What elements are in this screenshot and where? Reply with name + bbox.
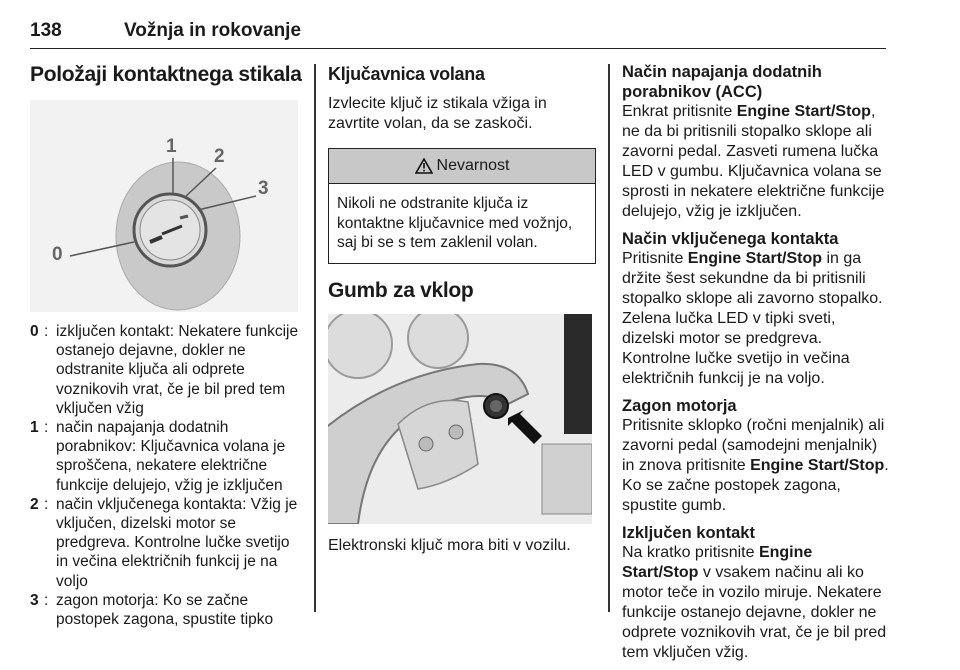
position-label-2: 2 xyxy=(214,146,225,167)
mode-description: Pritisnite Engine Start/Stop in ga držite šest sekundne da bi pritisnili stopalko sklope ali zavorno stopalko. Zelena lučka LED v tipki sveti, dizelski motor se predgreva. Kontrolne lučke svetijo in večina električnih funkcij je na voljo. xyxy=(622,250,883,387)
mode-title: Izključen kontakt xyxy=(622,524,755,542)
position-definition-list xyxy=(30,322,300,629)
page-header xyxy=(30,18,886,49)
column-ignition-positions xyxy=(30,62,300,629)
mode-block-ignition-off xyxy=(622,523,890,663)
definition-separator: : xyxy=(44,323,49,340)
mode-block-ignition-on xyxy=(622,229,890,389)
definition-text: način vključenega kontakta: Vžig je vključen, dizelski motor se predgreva. Kontrolne lučke svetijo in večina električnih funkcij je na voljo xyxy=(56,495,298,590)
definition-item xyxy=(30,495,300,591)
definition-item xyxy=(30,418,300,495)
danger-warning-box xyxy=(328,148,596,264)
warning-body: Nikoli ne odstranite ključa iz kontaktne ključavnice med vožnjo, saj bi se s tem zaklenil volan. xyxy=(337,195,573,251)
mode-description: Na kratko pritisnite Engine Start/Stop v vsakem načinu ali ko motor teče in vozilo miruje. Nekatere funkcije ostanejo dejavne, dokler ne odprete voznikovih vrat, če je bil pred tem vključen vžig. xyxy=(622,544,887,661)
mode-block-acc xyxy=(622,62,890,222)
warning-title: Nevarnost xyxy=(436,157,510,174)
mode-title: Zagon motorja xyxy=(622,397,737,415)
definition-text: zagon motorja: Ko se začne postopek zagona, spustite tipko xyxy=(56,591,274,629)
definition-key: 2 xyxy=(30,495,39,513)
figure-caption: Elektronski ključ mora biti v vozilu. xyxy=(328,536,571,554)
mode-block-engine-start xyxy=(622,396,890,516)
intro-paragraph: Izvlecite ključ iz stikala vžiga in zavrtite volan, da se zaskoči. xyxy=(328,95,547,132)
chapter-title: Vožnja in rokovanje xyxy=(124,20,302,41)
page-number: 138 xyxy=(30,20,62,41)
mode-title: Način vključenega kontakta xyxy=(622,230,839,248)
definition-text: način napajanja dodatnih porabnikov: Ključavnica volana je sproščena, nekatere električne funkcije delujejo, vžig je izključen xyxy=(56,419,286,494)
ignition-switch-figure xyxy=(30,100,298,312)
mode-description: Enkrat pritisnite Engine Start/Stop, ne da bi pritisnili stopalko sklope ali zavorni pedal. Zasveti rumena lučka LED v gumbu. Ključavnica volana se sprosti in nekatere električne funkcije delujejo, vžig je izključen. xyxy=(622,103,885,220)
position-label-3: 3 xyxy=(258,178,269,199)
column-divider xyxy=(608,64,610,612)
definition-separator: : xyxy=(44,591,49,609)
dashboard-illustration xyxy=(328,314,592,524)
start-button-figure xyxy=(328,314,592,524)
mode-description: Pritisnite sklopko (ročni menjalnik) ali zavorni pedal (samodejni menjalnik) in znova pritisnite Engine Start/Stop. Ko se začne postopek zagona, spustite gumb. xyxy=(622,417,889,514)
position-label-1: 1 xyxy=(166,136,177,157)
definition-text: izključen kontakt: Nekatere funkcije ostanejo dejavne, dokler ne odstranite ključa ali odprete voznikovih vrat, če je bil pred tem vključen vžig xyxy=(56,323,299,417)
section-title: Položaji kontaktnega stikala xyxy=(30,63,302,86)
warning-triangle-icon xyxy=(415,158,433,174)
ignition-switch-illustration xyxy=(30,100,298,312)
definition-key: 0 xyxy=(30,323,39,340)
definition-separator: : xyxy=(44,419,49,437)
position-label-0: 0 xyxy=(52,244,63,265)
column-steering-lock xyxy=(328,62,596,556)
section-title-power-button: Gumb za vklop xyxy=(328,278,474,302)
definition-item xyxy=(30,322,300,418)
column-start-modes xyxy=(622,62,890,670)
section-title: Ključavnica volana xyxy=(328,64,485,84)
warning-header xyxy=(329,149,595,184)
definition-key: 1 xyxy=(30,419,39,437)
definition-key: 3 xyxy=(30,591,39,609)
definition-item xyxy=(30,591,300,629)
mode-title: Način napajanja dodatnih porabnikov (ACC) xyxy=(622,63,822,101)
column-divider xyxy=(314,64,316,612)
definition-separator: : xyxy=(44,495,49,513)
